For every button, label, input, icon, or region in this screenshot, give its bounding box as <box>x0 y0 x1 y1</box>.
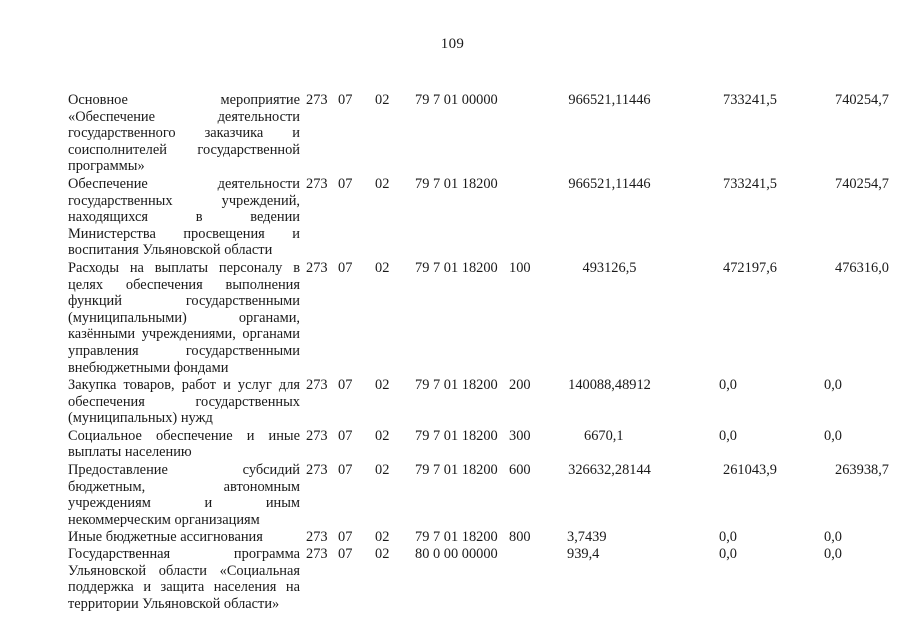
amount-year-2: 0,0 <box>719 529 737 546</box>
section-code: 07 <box>338 462 353 479</box>
target-article: 79 7 01 18200 <box>415 427 498 444</box>
amount-year-3: 0,0 <box>824 427 842 444</box>
amount-year-1: 140088,48912 <box>568 377 651 394</box>
department-code: 273 <box>306 259 328 276</box>
item-name: Социальное обеспечение и иные выплаты населению <box>68 427 300 461</box>
expense-type: 600 <box>509 462 531 479</box>
amount-year-3: 740254,7 <box>835 92 889 108</box>
department-code: 273 <box>306 546 328 563</box>
expense-type: 300 <box>509 427 531 444</box>
amount-year-1: 966521,11446 <box>568 175 651 192</box>
expense-type: 800 <box>509 529 531 546</box>
section-code: 07 <box>338 175 353 192</box>
department-code: 273 <box>306 92 328 108</box>
amount-year-3: 476316,0 <box>835 259 889 276</box>
department-code: 273 <box>306 462 328 479</box>
item-name: Закупка товаров, работ и услуг для обеспечения государственных (муниципальных) нужд <box>68 377 300 427</box>
department-code: 273 <box>306 175 328 192</box>
target-article: 79 7 01 18200 <box>415 175 498 192</box>
section-code: 07 <box>338 546 353 563</box>
section-code: 07 <box>338 259 353 276</box>
amount-year-3: 0,0 <box>824 529 842 546</box>
expense-type <box>509 92 547 176</box>
amount-year-2: 733241,5 <box>723 175 777 192</box>
amount-year-1: 3,7439 <box>567 529 607 546</box>
table-row <box>68 462 889 529</box>
expense-type: 200 <box>509 377 531 394</box>
subsection-code: 02 <box>375 529 390 546</box>
amount-year-1: 6670,1 <box>584 427 624 444</box>
amount-year-1: 493126,5 <box>582 259 637 276</box>
amount-year-1: 939,4 <box>567 546 600 563</box>
target-article: 79 7 01 18200 <box>415 259 498 276</box>
item-name: Иные бюджетные ассигнования <box>68 529 263 546</box>
amount-year-3: 740254,7 <box>835 175 889 192</box>
amount-year-3: 263938,7 <box>835 462 889 479</box>
table-row <box>68 546 889 612</box>
subsection-code: 02 <box>375 259 390 276</box>
subsection-code: 02 <box>375 427 390 444</box>
amount-year-2: 472197,6 <box>723 259 777 276</box>
section-code: 07 <box>338 427 353 444</box>
page-number: 109 <box>440 36 465 52</box>
amount-year-2: 0,0 <box>719 427 737 444</box>
target-article: 79 7 01 00000 <box>415 92 498 108</box>
subsection-code: 02 <box>375 377 390 394</box>
expense-type <box>509 546 547 612</box>
subsection-code: 02 <box>375 462 390 479</box>
department-code: 273 <box>306 427 328 444</box>
table-row <box>68 529 889 546</box>
item-name: Государственная программа Ульяновской области «Социальная поддержка и защита населения на территории Ульяновской области» <box>68 546 300 612</box>
item-name: Основное мероприятие «Обеспечение деятельности государственного заказчика и соисполнителей государственной программы» <box>68 92 300 175</box>
section-code: 07 <box>338 92 353 108</box>
amount-year-1: 326632,28144 <box>568 462 651 479</box>
item-name: Предоставление субсидий бюджетным, автономным учреждениям и иным некоммерческим организациям <box>68 462 300 528</box>
amount-year-2: 733241,5 <box>723 92 777 108</box>
subsection-code: 02 <box>375 546 390 563</box>
section-code: 07 <box>338 377 353 394</box>
amount-year-2: 0,0 <box>719 546 737 563</box>
item-name: Обеспечение деятельности государственных учреждений, находящихся в ведении Министерства просвещения и воспитания Ульяновской области <box>68 175 300 259</box>
amount-year-2: 0,0 <box>719 377 737 394</box>
amount-year-3: 0,0 <box>824 546 842 563</box>
target-article: 79 7 01 18200 <box>415 529 498 546</box>
subsection-code: 02 <box>375 92 390 108</box>
table-row <box>68 92 889 176</box>
budget-table <box>68 92 889 612</box>
table-row <box>68 176 889 260</box>
amount-year-2: 261043,9 <box>723 462 777 479</box>
table-row <box>68 260 889 377</box>
item-name: Расходы на выплаты персоналу в целях обеспечения выполнения функций государственными (муниципальными) органами, казёнными учреждениями, органами управления государственными внебюджетными фондами <box>68 259 300 376</box>
amount-year-1: 966521,11446 <box>568 92 651 108</box>
department-code: 273 <box>306 377 328 394</box>
target-article: 79 7 01 18200 <box>415 462 498 479</box>
subsection-code: 02 <box>375 175 390 192</box>
expense-type: 100 <box>509 259 531 276</box>
table-row <box>68 377 889 428</box>
department-code: 273 <box>306 529 328 546</box>
expense-type <box>509 176 547 260</box>
target-article: 79 7 01 18200 <box>415 377 498 394</box>
target-article: 80 0 00 00000 <box>415 546 498 563</box>
section-code: 07 <box>338 529 353 546</box>
amount-year-3: 0,0 <box>824 377 842 394</box>
table-row <box>68 428 889 462</box>
